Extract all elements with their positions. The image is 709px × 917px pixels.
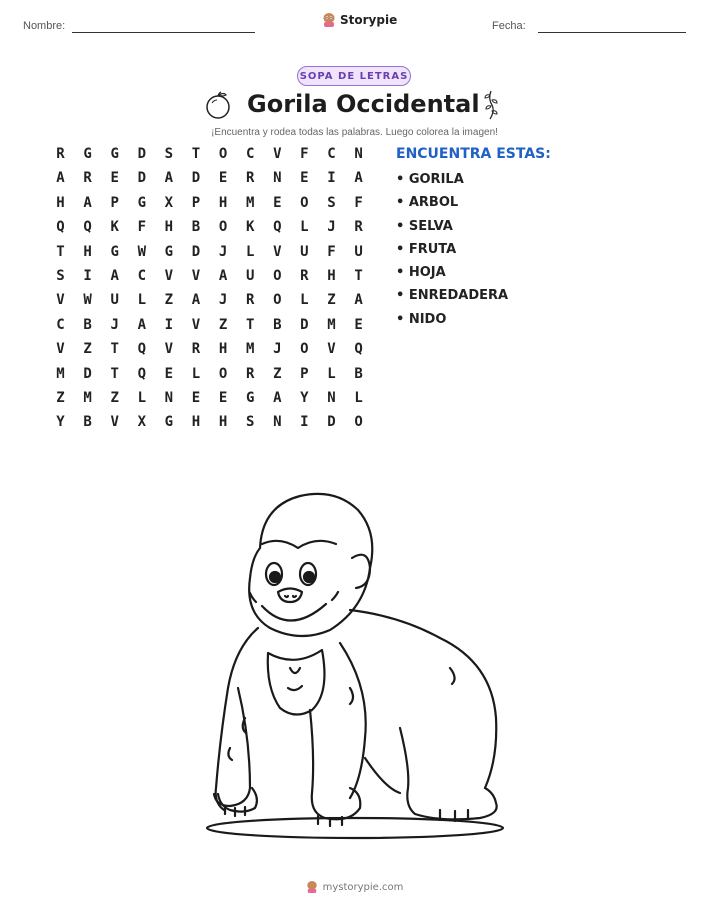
grid-letter[interactable]: F xyxy=(300,146,309,162)
word-list xyxy=(396,172,508,335)
grid-letter[interactable]: N xyxy=(273,170,282,187)
grid-letter[interactable]: V xyxy=(327,341,336,358)
grid-letter[interactable]: A xyxy=(110,268,119,284)
grid-letter[interactable]: Q xyxy=(137,365,147,382)
storypie-mascot-icon xyxy=(306,880,318,894)
grid-letter[interactable]: S xyxy=(164,146,174,162)
grid-letter[interactable]: K xyxy=(110,219,119,236)
grid-letter[interactable]: O xyxy=(218,146,228,162)
brand-name: Storypie xyxy=(340,13,398,27)
grid-letter[interactable]: L xyxy=(300,219,309,236)
grid-letter[interactable]: L xyxy=(137,390,147,406)
grid-letter[interactable]: S xyxy=(56,268,65,284)
grid-letter[interactable]: J xyxy=(110,316,119,333)
grid-letter[interactable]: V xyxy=(191,316,201,333)
grid-letter[interactable]: L xyxy=(137,292,147,309)
name-line[interactable] xyxy=(72,32,255,33)
grid-letter[interactable]: Y xyxy=(300,390,309,406)
word-list-item: • FRUTA xyxy=(396,241,457,257)
grid-letter[interactable]: Z xyxy=(327,292,336,309)
grid-letter[interactable]: Q xyxy=(83,219,92,236)
brand-logo xyxy=(322,12,397,28)
grid-letter[interactable]: R xyxy=(245,365,255,382)
date-line[interactable] xyxy=(538,32,686,33)
grid-letter[interactable]: J xyxy=(273,341,282,358)
grid-letter[interactable]: E xyxy=(273,194,282,211)
gorilla-illustration xyxy=(200,488,510,843)
grid-letter[interactable]: E xyxy=(300,170,309,187)
grid-letter[interactable]: Q xyxy=(354,341,363,358)
grid-letter[interactable]: A xyxy=(354,170,363,187)
grid-letter[interactable]: N xyxy=(164,390,174,406)
storypie-mascot-icon xyxy=(322,12,336,28)
grid-letter[interactable]: R xyxy=(354,219,363,236)
grid-letter[interactable]: X xyxy=(137,414,147,431)
word-list-item: • GORILA xyxy=(396,172,464,187)
grid-letter[interactable]: A xyxy=(164,170,174,187)
grid-letter[interactable]: P xyxy=(300,365,309,382)
word-list-item: • ARBOL xyxy=(396,195,459,211)
grid-letter[interactable]: A xyxy=(56,170,65,187)
grid-letter[interactable]: I xyxy=(164,316,174,333)
puzzle-type-badge: SOPA DE LETRAS xyxy=(297,66,411,86)
grid-letter[interactable]: V xyxy=(273,146,282,162)
grid-letter[interactable]: R xyxy=(56,146,65,162)
grid-letter[interactable]: G xyxy=(83,146,92,162)
grid-letter[interactable]: G xyxy=(110,146,119,162)
grid-letter[interactable]: O xyxy=(273,292,282,309)
grid-letter[interactable]: A xyxy=(218,268,228,284)
grid-letter[interactable]: B xyxy=(191,219,201,236)
grid-letter[interactable]: U xyxy=(300,243,309,260)
grid-letter[interactable]: M xyxy=(245,194,255,211)
grid-letter[interactable]: W xyxy=(83,292,92,309)
footer-url[interactable]: mystorypie.com xyxy=(322,881,404,893)
grid-letter[interactable]: R xyxy=(245,292,255,309)
grid-letter[interactable]: O xyxy=(273,268,282,284)
grid-letter[interactable]: C xyxy=(56,316,65,333)
grid-letter[interactable]: L xyxy=(300,292,309,309)
grid-letter[interactable]: H xyxy=(218,194,228,211)
grid-letter[interactable]: N xyxy=(327,390,336,406)
grid-letter[interactable]: O xyxy=(218,365,228,382)
grid-letter[interactable]: V xyxy=(164,268,174,284)
grid-letter[interactable]: N xyxy=(354,146,363,162)
grid-letter[interactable]: E xyxy=(191,390,201,406)
grid-letter[interactable]: H xyxy=(191,414,201,431)
grid-letter[interactable]: R xyxy=(245,170,255,187)
grid-letter[interactable]: B xyxy=(273,316,282,333)
grid-letter[interactable]: Z xyxy=(164,292,174,309)
grid-letter[interactable]: Z xyxy=(56,390,65,406)
grid-letter[interactable]: Z xyxy=(110,390,119,406)
grid-letter[interactable]: I xyxy=(300,414,309,431)
grid-letter[interactable]: D xyxy=(137,170,147,187)
grid-letter[interactable]: H xyxy=(83,243,92,260)
word-list-title: ENCUENTRA ESTAS: xyxy=(396,146,551,162)
grid-letter[interactable]: L xyxy=(354,390,363,406)
vine-icon xyxy=(480,89,502,121)
grid-letter[interactable]: A xyxy=(191,292,201,309)
grid-letter[interactable]: B xyxy=(354,365,363,382)
grid-letter[interactable]: K xyxy=(245,219,255,236)
instructions: ¡Encuentra y rodea todas las palabras. Luego colorea la imagen! xyxy=(211,127,498,138)
grid-letter[interactable]: T xyxy=(245,316,255,333)
word-list-item: • ENREDADERA xyxy=(396,288,509,304)
word-list-item: • HOJA xyxy=(396,265,446,281)
grid-letter[interactable]: J xyxy=(218,292,228,309)
grid-letter[interactable]: A xyxy=(83,194,92,211)
grid-letter[interactable]: D xyxy=(83,365,92,382)
grid-letter[interactable]: J xyxy=(218,243,228,260)
grid-letter[interactable]: C xyxy=(137,268,147,284)
grid-letter[interactable]: F xyxy=(137,219,147,236)
grid-letter[interactable]: Z xyxy=(83,341,92,358)
grid-letter[interactable]: E xyxy=(110,170,119,187)
grid-letter[interactable]: O xyxy=(300,341,309,358)
grid-letter[interactable]: G xyxy=(110,243,119,260)
grid-letter[interactable]: F xyxy=(327,243,336,260)
grid-letter[interactable]: R xyxy=(191,341,201,358)
grid-letter[interactable]: G xyxy=(164,243,174,260)
grid-letter[interactable]: E xyxy=(164,365,174,382)
grid-letter[interactable]: U xyxy=(354,243,363,260)
grid-letter[interactable]: G xyxy=(245,390,255,406)
grid-letter[interactable]: B xyxy=(83,316,92,333)
grid-letter[interactable]: D xyxy=(137,146,147,162)
grid-letter[interactable]: T xyxy=(354,268,363,284)
grid-letter[interactable]: Z xyxy=(218,316,228,333)
grid-letter[interactable]: T xyxy=(191,146,201,162)
grid-letter[interactable]: V xyxy=(56,292,65,309)
grid-letter[interactable]: V xyxy=(164,341,174,358)
grid-letter[interactable]: L xyxy=(191,365,201,382)
grid-letter[interactable]: R xyxy=(83,170,92,187)
grid-letter[interactable]: H xyxy=(218,341,228,358)
grid-letter[interactable]: V xyxy=(273,243,282,260)
grid-letter[interactable]: R xyxy=(300,268,309,284)
grid-letter[interactable]: M xyxy=(327,316,336,333)
grid-letter[interactable]: T xyxy=(110,341,119,358)
grid-letter[interactable]: L xyxy=(245,243,255,260)
date-label: Fecha: xyxy=(492,20,526,32)
grid-letter[interactable]: W xyxy=(137,243,147,260)
name-label: Nombre: xyxy=(23,20,66,32)
grid-letter[interactable]: Q xyxy=(56,219,65,236)
grid-letter[interactable]: I xyxy=(83,268,92,284)
grid-letter[interactable]: D xyxy=(191,243,201,260)
grid-letter[interactable]: M xyxy=(56,365,65,382)
grid-letter[interactable]: H xyxy=(56,194,65,211)
grid-letter[interactable]: G xyxy=(137,194,147,211)
grid-letter[interactable]: T xyxy=(56,243,65,260)
grid-letter[interactable]: S xyxy=(245,414,255,431)
grid-letter[interactable]: F xyxy=(354,194,363,211)
grid-letter[interactable]: L xyxy=(327,365,336,382)
page-title: Gorila Occidental xyxy=(247,90,480,118)
fruit-icon xyxy=(203,90,233,120)
grid-letter[interactable]: Z xyxy=(273,365,282,382)
grid-letter[interactable]: M xyxy=(245,341,255,358)
grid-letter[interactable]: P xyxy=(191,194,201,211)
grid-letter[interactable]: G xyxy=(164,414,174,431)
grid-letter[interactable]: P xyxy=(110,194,119,211)
grid-letter[interactable]: S xyxy=(327,194,336,211)
grid-letter[interactable]: T xyxy=(110,365,119,382)
grid-letter[interactable]: O xyxy=(300,194,309,211)
grid-letter[interactable]: D xyxy=(327,414,336,431)
grid-letter[interactable]: X xyxy=(164,194,174,211)
grid-letter[interactable]: A xyxy=(273,390,282,406)
grid-letter[interactable]: E xyxy=(218,390,228,406)
grid-letter[interactable]: H xyxy=(218,414,228,431)
grid-letter[interactable]: V xyxy=(110,414,119,431)
grid-letter[interactable]: H xyxy=(327,268,336,284)
grid-letter[interactable]: E xyxy=(354,316,363,333)
grid-letter[interactable]: C xyxy=(327,146,336,162)
grid-letter[interactable]: Q xyxy=(137,341,147,358)
grid-letter[interactable]: E xyxy=(218,170,228,187)
grid-letter[interactable]: C xyxy=(245,146,255,162)
grid-letter[interactable]: U xyxy=(245,268,255,284)
grid-letter[interactable]: Q xyxy=(273,219,282,236)
word-list-item: • SELVA xyxy=(396,218,453,234)
grid-letter[interactable]: A xyxy=(137,316,147,333)
grid-letter[interactable]: H xyxy=(164,219,174,236)
grid-letter[interactable]: D xyxy=(300,316,309,333)
grid-letter[interactable]: D xyxy=(191,170,201,187)
grid-letter[interactable]: N xyxy=(273,414,282,431)
footer xyxy=(0,880,709,894)
grid-letter[interactable]: V xyxy=(191,268,201,284)
grid-letter[interactable]: O xyxy=(218,219,228,236)
grid-letter[interactable]: O xyxy=(354,414,363,431)
grid-letter[interactable]: M xyxy=(83,390,92,406)
grid-letter[interactable]: Y xyxy=(56,414,65,431)
grid-letter[interactable]: B xyxy=(83,414,92,431)
grid-letter[interactable]: J xyxy=(327,219,336,236)
grid-letter[interactable]: I xyxy=(327,170,336,187)
grid-letter[interactable]: A xyxy=(354,292,363,309)
grid-letter[interactable]: V xyxy=(56,341,65,358)
grid-letter[interactable]: U xyxy=(110,292,119,309)
word-list-item: • NIDO xyxy=(396,311,447,327)
